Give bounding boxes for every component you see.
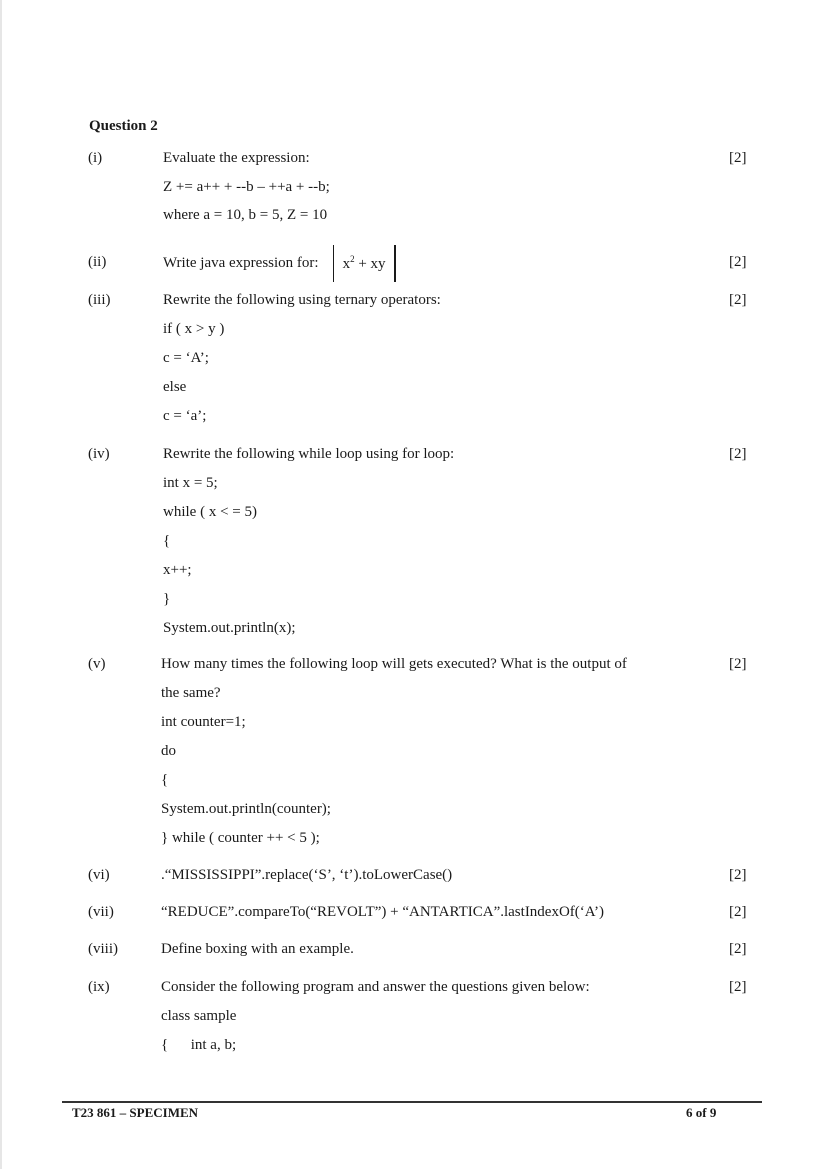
expr-tail: + xy <box>354 256 386 272</box>
item-i-line-2: Z += a++ + --b – ++a + --b; <box>163 179 330 195</box>
item-number-ii: (ii) <box>88 254 107 270</box>
item-i-line-1: Evaluate the expression: <box>163 150 310 166</box>
page-edge <box>0 0 2 1169</box>
item-iv-line-2: int x = 5; <box>163 475 218 491</box>
item-marks-i: [2] <box>729 150 747 166</box>
item-v-line-7: } while ( counter ++ < 5 ); <box>161 830 320 846</box>
item-marks-v: [2] <box>729 656 747 672</box>
item-marks-vii: [2] <box>729 904 747 920</box>
item-marks-ix: [2] <box>729 979 747 995</box>
item-number-v: (v) <box>88 656 106 672</box>
item-number-viii: (viii) <box>88 941 118 957</box>
item-ii-text <box>163 254 396 273</box>
item-v-line-4: do <box>161 743 176 759</box>
item-iii-line-3: c = ‘A’; <box>163 350 209 366</box>
item-ii-prompt: Write java expression for: <box>163 254 319 271</box>
item-number-iv: (iv) <box>88 446 110 462</box>
footer-page-number: 6 of 9 <box>686 1105 717 1120</box>
item-v-line-3: int counter=1; <box>161 714 246 730</box>
question-title: Question 2 <box>89 118 158 134</box>
item-iii-line-4: else <box>163 379 187 395</box>
item-iii-line-5: c = ‘a’; <box>163 408 207 424</box>
item-vii-text: “REDUCE”.compareTo(“REVOLT”) + “ANTARTICA”.lastIndexOf(‘A’) <box>161 904 604 920</box>
footer-divider <box>62 1101 762 1103</box>
item-marks-iii: [2] <box>729 292 747 308</box>
expr-exponent: 2 <box>350 254 355 264</box>
item-marks-viii: [2] <box>729 941 747 957</box>
item-iv-line-1: Rewrite the following while loop using for loop: <box>163 446 455 462</box>
item-viii-text: Define boxing with an example. <box>161 941 354 957</box>
item-number-i: (i) <box>88 150 103 166</box>
item-ix-line-3: { int a, b; <box>161 1037 237 1053</box>
item-v-line-2: the same? <box>161 685 221 701</box>
absolute-value-expression <box>333 254 396 273</box>
item-iv-line-6: } <box>163 591 171 607</box>
item-iii-line-1: Rewrite the following using ternary operators: <box>163 292 441 308</box>
item-number-iii: (iii) <box>88 292 111 308</box>
item-vi-text: .“MISSISSIPPI”.replace(‘S’, ‘t’).toLowerCase() <box>161 867 453 883</box>
item-marks-vi: [2] <box>729 867 747 883</box>
expr-base: x <box>342 256 351 272</box>
item-ix-line-2: class sample <box>161 1008 237 1024</box>
item-iv-line-7: System.out.println(x); <box>163 620 296 636</box>
item-iv-line-5: x++; <box>163 562 192 578</box>
item-number-vii: (vii) <box>88 904 114 920</box>
item-ix-line-1: Consider the following program and answer the questions given below: <box>161 979 590 995</box>
item-number-vi: (vi) <box>88 867 110 883</box>
item-marks-ii: [2] <box>729 254 747 270</box>
item-iv-line-3: while ( x < = 5) <box>163 504 257 520</box>
footer-paper-code: T23 861 – SPECIMEN <box>72 1105 199 1120</box>
item-iii-line-2: if ( x > y ) <box>163 321 225 337</box>
item-i-line-3: where a = 10, b = 5, Z = 10 <box>163 207 328 223</box>
item-number-ix: (ix) <box>88 979 110 995</box>
item-iv-line-4: { <box>163 533 171 549</box>
item-v-line-5: { <box>161 772 169 788</box>
item-v-line-1: How many times the following loop will gets executed? What is the output of <box>161 656 627 672</box>
item-marks-iv: [2] <box>729 446 747 462</box>
item-v-line-6: System.out.println(counter); <box>161 801 331 817</box>
